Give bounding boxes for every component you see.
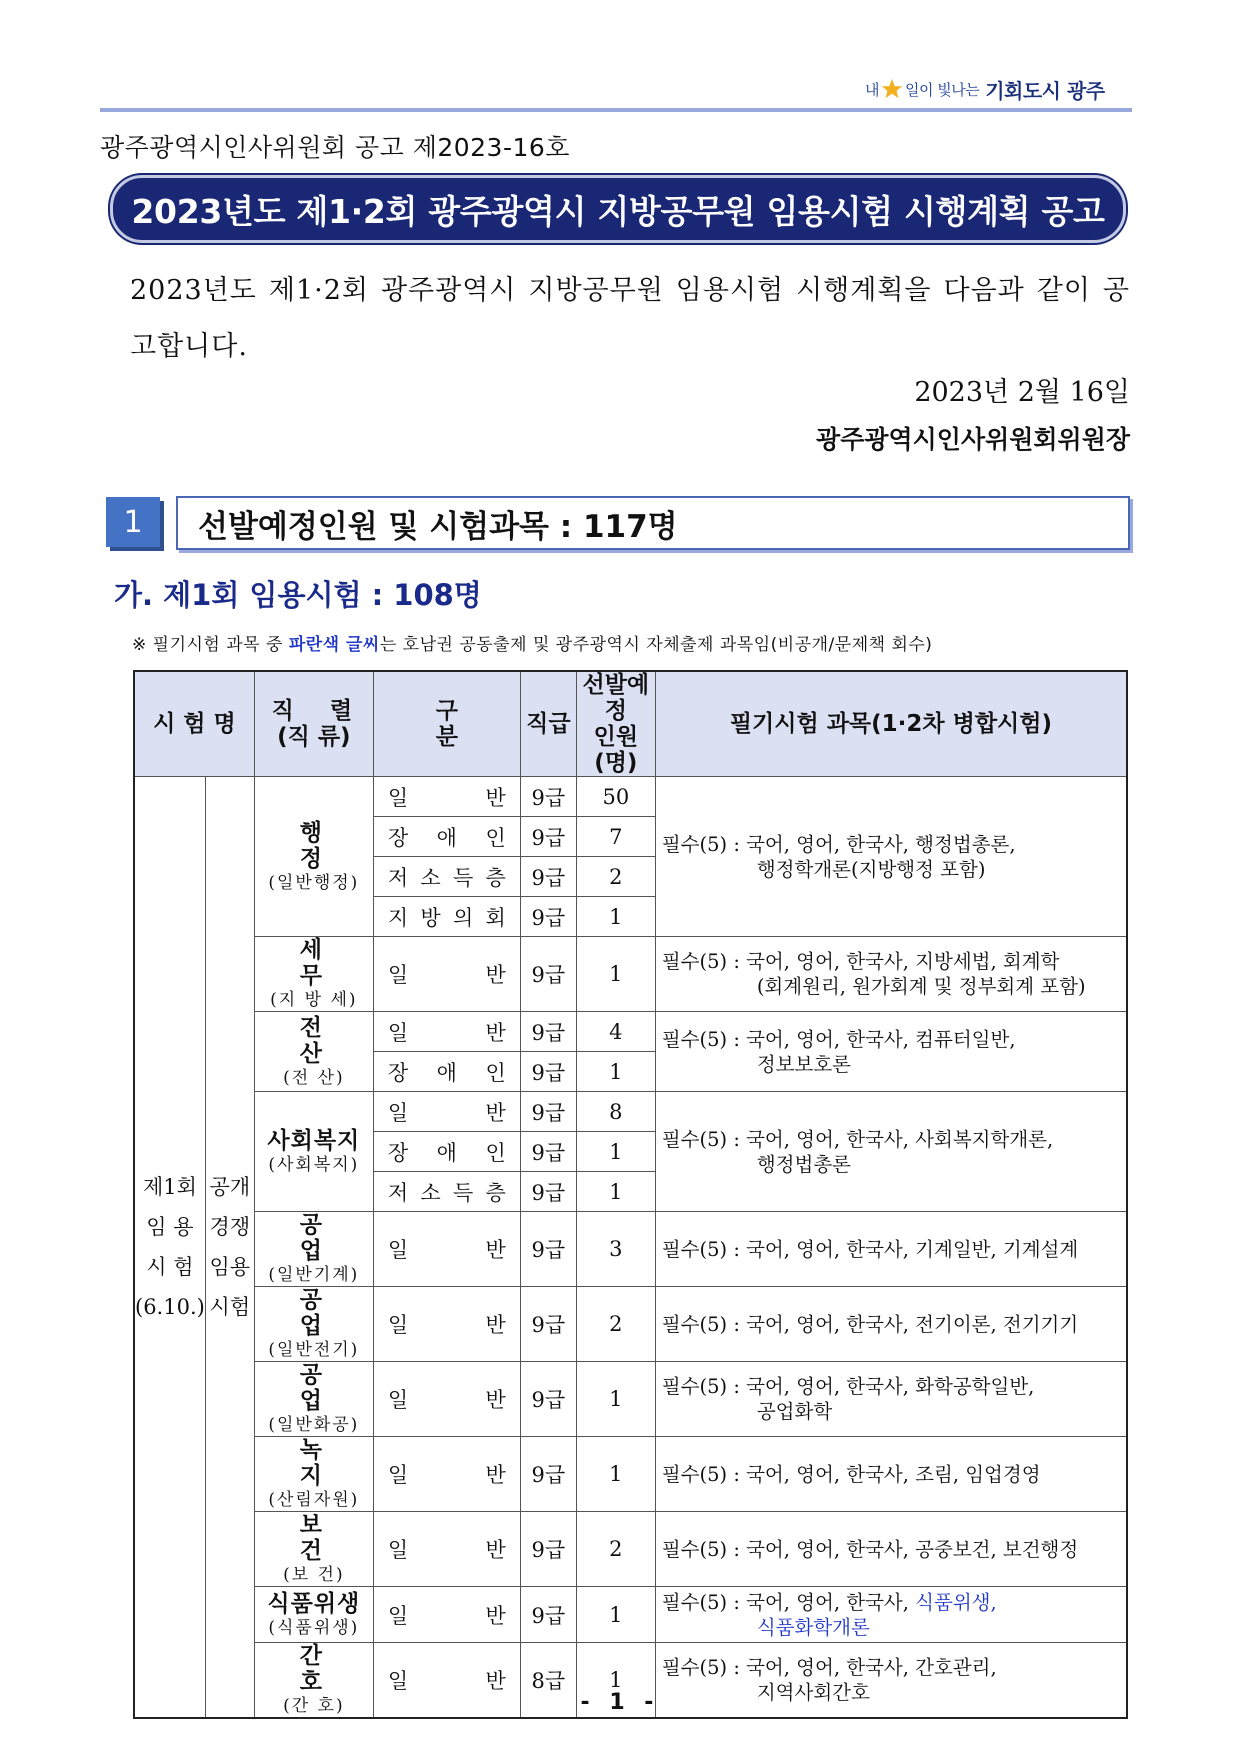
division-char: 반 (485, 1669, 506, 1693)
division-cell (373, 777, 520, 817)
division-text (374, 782, 520, 812)
series-name: 녹 지 (299, 1437, 340, 1489)
division-char: 반 (485, 785, 506, 810)
grade-cell: 9급 (520, 1587, 576, 1643)
issuer: 광주광역시인사위원회위원장 (816, 425, 1130, 454)
section-title-box (176, 496, 1130, 550)
series-name: 식품위생 (267, 1590, 361, 1617)
section-number: 1 (106, 497, 160, 547)
grade-cell: 9급 (520, 897, 576, 937)
logo-prefix: 내 (865, 80, 879, 99)
logo-middle: 일이 빛나는 (905, 80, 980, 99)
series-cell (254, 1092, 373, 1212)
section-title: 선발예정인원 및 시험과목 : 117명 (198, 508, 678, 545)
division-char: 층 (485, 865, 506, 890)
division-char: 일 (387, 1313, 409, 1337)
count-cell: 2 (576, 1287, 655, 1362)
division-char: 반 (485, 1313, 506, 1337)
series-sub: (전 산) (283, 1067, 345, 1088)
count-cell: 1 (576, 1052, 655, 1092)
grade-cell: 9급 (520, 1512, 576, 1587)
division-char: 인 (485, 1140, 506, 1165)
subjects-l1: 필수(5) : 국어, 영어, 한국사, 전기이론, 전기기기 (661, 1312, 1079, 1336)
division-text (374, 902, 520, 932)
table-header-row (134, 671, 1127, 777)
series-cell (254, 1212, 373, 1287)
division-cell (373, 1587, 520, 1643)
division-cell (373, 1362, 520, 1437)
header-series-main: 직 렬 (271, 698, 367, 724)
subjects-l2: 지역사회간호 (756, 1681, 870, 1704)
division-cell (373, 857, 520, 897)
division-char: 방 (420, 905, 441, 930)
division-cell (373, 897, 520, 937)
division-char: 일 (387, 1100, 409, 1125)
subjects-l2: 식품화학개론 (756, 1615, 870, 1639)
table-row (134, 1212, 1127, 1287)
division-char: 애 (436, 1060, 457, 1085)
series-name: 전 산 (299, 1014, 340, 1067)
division-text (374, 1017, 520, 1047)
exam-name-l2: 임 용 (146, 1215, 194, 1239)
series-sub: (산림자원) (268, 1490, 360, 1510)
table-row (134, 1512, 1127, 1587)
division-cell (373, 937, 520, 1012)
grade-cell: 9급 (520, 1092, 576, 1132)
division-char: 애 (436, 825, 457, 850)
series-cell (254, 937, 373, 1012)
header-count (576, 671, 655, 777)
grade-cell: 9급 (520, 1052, 576, 1092)
division-cell (373, 1437, 520, 1512)
division-char: 장 (387, 1140, 409, 1165)
table-row (134, 1287, 1127, 1362)
exam-type-l3: 임용 (209, 1255, 251, 1279)
exam-type-l1: 공개 (209, 1175, 251, 1199)
count-cell: 3 (576, 1212, 655, 1287)
division-cell (373, 1092, 520, 1132)
grade-cell: 9급 (520, 857, 576, 897)
table-row (134, 1092, 1127, 1132)
division-char: 층 (485, 1180, 506, 1205)
notice-number: 광주광역시인사위원회 공고 제2023-16호 (100, 133, 570, 162)
division-text (374, 1600, 520, 1630)
subjects-cell (655, 1587, 1127, 1643)
division-cell (373, 1172, 520, 1212)
subjects-l2: 정보보호론 (756, 1052, 852, 1076)
exam-name-cell (134, 777, 205, 1719)
exam-type-l2: 경쟁 (209, 1215, 251, 1239)
subjects-l2: 행정학개론(지방행정 포함) (756, 857, 986, 881)
series-cell (254, 1512, 373, 1587)
division-char: 애 (436, 1140, 457, 1165)
series-sub: (식품위생) (268, 1617, 360, 1638)
series-name: 공 업 (299, 1362, 340, 1414)
division-char: 일 (387, 963, 409, 987)
division-char: 득 (452, 865, 474, 890)
header-count-l2: 인원(명) (593, 724, 639, 776)
subjects-cell (655, 1512, 1127, 1587)
division-char: 반 (485, 1020, 506, 1045)
city-logo (865, 72, 1105, 106)
grade-cell: 9급 (520, 1437, 576, 1512)
count-cell: 2 (576, 857, 655, 897)
subjects-l1: 필수(5) : 국어, 영어, 한국사, 화학공학일반, (661, 1375, 1035, 1398)
subjects-l1: 필수(5) : 국어, 영어, 한국사, 컴퓨터일반, (661, 1027, 1016, 1051)
division-text (374, 1309, 520, 1339)
division-char: 의 (452, 905, 474, 930)
note-prefix: ※ 필기시험 과목 중 (132, 635, 289, 655)
series-sub: (보 건) (283, 1565, 345, 1585)
subjects-l2: 공업화학 (756, 1400, 833, 1423)
series-sub: (일반행정) (268, 872, 360, 893)
division-char: 일 (387, 1538, 409, 1562)
grade-cell: 9급 (520, 777, 576, 817)
table-row (134, 1362, 1127, 1437)
subjects-l1: 필수(5) : 국어, 영어, 한국사, 조림, 임업경영 (661, 1462, 1041, 1486)
series-cell (254, 777, 373, 937)
exam-name-l3: 시 험 (146, 1255, 194, 1279)
subjects-cell (655, 1287, 1127, 1362)
subsection-title: 가. 제1회 임용시험 : 108명 (114, 578, 482, 612)
division-char: 소 (420, 1180, 441, 1205)
count-cell: 4 (576, 1012, 655, 1052)
subjects-cell (655, 777, 1127, 937)
subjects-l1-a: 필수(5) : 국어, 영어, 한국사, (661, 1590, 916, 1614)
division-text (374, 862, 520, 892)
division-char: 장 (387, 1060, 409, 1085)
header-exam: 시 험 명 (134, 671, 254, 777)
subjects-l1: 필수(5) : 국어, 영어, 한국사, 사회복지학개론, (661, 1127, 1054, 1151)
division-char: 장 (387, 825, 409, 850)
subjects-cell (655, 1437, 1127, 1512)
table-row (134, 1012, 1127, 1052)
grade-cell: 9급 (520, 817, 576, 857)
grade-cell: 9급 (520, 1012, 576, 1052)
series-name: 보 건 (299, 1512, 340, 1564)
exam-name-l4: (6.10.) (135, 1295, 205, 1319)
page-number: - 1 - (580, 1690, 660, 1715)
division-char: 반 (485, 963, 506, 987)
division-char: 득 (452, 1180, 474, 1205)
series-cell (254, 1287, 373, 1362)
series-sub: (지 방 세) (270, 990, 358, 1010)
grade-cell: 9급 (520, 1287, 576, 1362)
grade-cell: 9급 (520, 1362, 576, 1437)
subjects-cell (655, 1092, 1127, 1212)
subjects-l1: 필수(5) : 국어, 영어, 한국사, 공중보건, 보건행정 (661, 1537, 1079, 1561)
recruitment-table (133, 670, 1128, 1719)
division-char: 회 (485, 905, 506, 930)
series-cell (254, 1012, 373, 1092)
count-cell: 8 (576, 1092, 655, 1132)
series-name: 사회복지 (267, 1127, 361, 1154)
division-text (374, 1459, 520, 1489)
subjects-l2: (회계원리, 원가회계 및 정부회계 포함) (756, 975, 1086, 998)
series-cell (254, 1437, 373, 1512)
subjects-l1: 필수(5) : 국어, 영어, 한국사, 간호관리, (661, 1656, 997, 1679)
division-text (374, 1534, 520, 1564)
series-cell (254, 1587, 373, 1643)
division-char: 지 (387, 905, 409, 930)
series-sub: (일반기계) (268, 1265, 360, 1285)
table-row (134, 1437, 1127, 1512)
count-cell: 1 (576, 937, 655, 1012)
division-cell (373, 1212, 520, 1287)
division-char: 일 (387, 1463, 409, 1487)
division-text (374, 1177, 520, 1207)
series-name: 간 호 (299, 1643, 340, 1695)
header-subjects: 필기시험 과목(1·2차 병합시험) (655, 671, 1127, 777)
exam-type-cell (205, 777, 254, 1719)
table-row (134, 777, 1127, 817)
count-cell: 1 (576, 897, 655, 937)
header-division: 구 분 (373, 671, 520, 777)
division-cell (373, 1052, 520, 1092)
grade-cell: 9급 (520, 937, 576, 1012)
count-cell: 1 (576, 1643, 655, 1719)
division-char: 일 (387, 1669, 409, 1693)
count-cell: 50 (576, 777, 655, 817)
division-cell (373, 1132, 520, 1172)
division-cell (373, 817, 520, 857)
division-text (374, 1384, 520, 1414)
header-series (254, 671, 373, 777)
grade-cell: 9급 (520, 1132, 576, 1172)
division-char: 일 (387, 1388, 409, 1412)
division-cell (373, 1287, 520, 1362)
notice-date: 2023년 2월 16일 (914, 377, 1130, 408)
division-char: 반 (485, 1603, 506, 1628)
subjects-l1: 필수(5) : 국어, 영어, 한국사, 기계일반, 기계설계 (661, 1237, 1079, 1261)
division-cell (373, 1512, 520, 1587)
count-cell: 7 (576, 817, 655, 857)
division-text (374, 1057, 520, 1087)
count-cell: 1 (576, 1172, 655, 1212)
subjects-cell (655, 1212, 1127, 1287)
subjects-l1-b: 식품위생, (915, 1590, 997, 1614)
logo-brand: 기회도시 광주 (985, 78, 1105, 103)
header-series-sub: (직 류) (277, 724, 351, 750)
table-row (134, 937, 1127, 1012)
count-cell: 1 (576, 1587, 655, 1643)
grade-cell: 9급 (520, 1172, 576, 1212)
series-name: 행 정 (299, 819, 340, 872)
grade-cell: 9급 (520, 1212, 576, 1287)
intro-paragraph: 2023년도 제1·2회 광주광역시 지방공무원 임용시험 시행계획을 다음과 같이 공고합니다. (130, 275, 1130, 362)
header-rule (100, 108, 1132, 112)
header-grade: 직급 (520, 671, 576, 777)
division-char: 반 (485, 1238, 506, 1262)
star-icon (881, 78, 903, 100)
series-sub: (간 호) (283, 1696, 345, 1716)
subjects-l2: 행정법총론 (756, 1152, 852, 1176)
count-cell: 1 (576, 1362, 655, 1437)
grade-cell: 8급 (520, 1643, 576, 1719)
document-title: 2023년도 제1·2회 광주광역시 지방공무원 임용시험 시행계획 공고 (110, 175, 1126, 243)
series-cell (254, 1362, 373, 1437)
subjects-l1: 필수(5) : 국어, 영어, 한국사, 행정법총론, (661, 832, 1016, 856)
division-cell (373, 1012, 520, 1052)
subjects-cell (655, 1362, 1127, 1437)
note (132, 630, 932, 655)
division-char: 저 (387, 865, 409, 890)
subjects-cell (655, 1012, 1127, 1092)
header-count-l1: 선발예정 (582, 672, 650, 724)
division-char: 저 (387, 1180, 409, 1205)
series-sub: (일반화공) (268, 1415, 360, 1435)
division-char: 반 (485, 1100, 506, 1125)
series-name: 공 업 (299, 1212, 340, 1264)
division-char: 인 (485, 1060, 506, 1085)
table-row (134, 1587, 1127, 1643)
division-text (374, 822, 520, 852)
division-char: 반 (485, 1463, 506, 1487)
division-char: 소 (420, 865, 441, 890)
subjects-l1: 필수(5) : 국어, 영어, 한국사, 지방세법, 회계학 (661, 950, 1060, 973)
division-char: 반 (485, 1538, 506, 1562)
subjects-cell (655, 937, 1127, 1012)
division-char: 일 (387, 1020, 409, 1045)
division-char: 일 (387, 1603, 409, 1628)
exam-name-l1: 제1회 (142, 1175, 197, 1199)
division-text (374, 959, 520, 989)
count-cell: 1 (576, 1437, 655, 1512)
series-name: 세 무 (299, 937, 340, 989)
series-sub: (사회복지) (268, 1154, 360, 1175)
division-text (374, 1137, 520, 1167)
series-name: 공 업 (299, 1287, 340, 1339)
exam-type-l4: 시험 (209, 1295, 251, 1319)
note-highlight: 파란색 글씨 (288, 635, 380, 655)
division-char: 일 (387, 785, 409, 810)
division-char: 일 (387, 1238, 409, 1262)
count-cell: 2 (576, 1512, 655, 1587)
series-sub: (일반전기) (268, 1340, 360, 1360)
division-char: 인 (485, 825, 506, 850)
note-suffix: 는 호남권 공동출제 및 광주광역시 자체출제 과목임(비공개/문제책 회수) (379, 635, 933, 655)
count-cell: 1 (576, 1132, 655, 1172)
division-text (374, 1097, 520, 1127)
division-char: 반 (485, 1388, 506, 1412)
division-text (374, 1234, 520, 1264)
